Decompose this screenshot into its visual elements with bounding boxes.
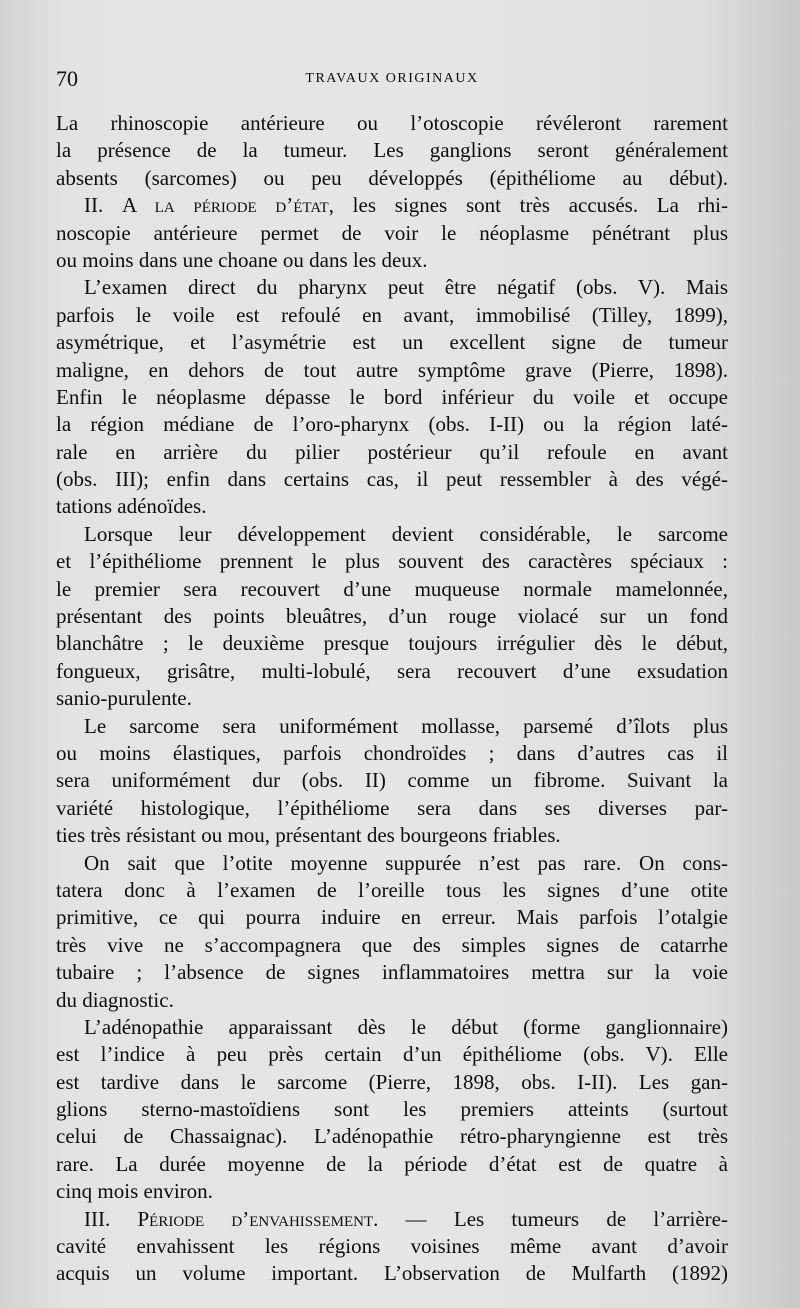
text-line: cavité envahissent les régions voisines même avant d’avoir — [56, 1234, 728, 1259]
text-line: rale en arrière du pilier postérieur qu’il refoule en avant — [56, 439, 728, 464]
text-line: sera uniformément dur (obs. II) comme un fibrome. Suivant la — [56, 768, 728, 793]
text-line: acquis un volume important. L’observation de Mulfarth (1892) — [56, 1261, 728, 1286]
text-line: absents (sarcomes) ou peu développés (épithéliome au début). — [56, 165, 728, 190]
text-line: blanchâtre ; le deuxième presque toujours irrégulier dès le début, — [56, 631, 728, 656]
text-line: Enfin le néoplasme dépasse le bord inférieur du voile et occupe — [56, 384, 728, 409]
text-line: est l’indice à peu près certain d’un épithéliome (obs. V). Elle — [56, 1042, 728, 1067]
text-line: très vive ne s’accompagnera que des simples signes de catarrhe — [56, 932, 728, 957]
text-line: celui de Chassaignac). L’adénopathie rétro-pharyngienne est très — [56, 1124, 728, 1149]
text-line: la région médiane de l’oro-pharynx (obs. I-II) ou la région laté- — [56, 412, 728, 437]
text-line: fongueux, grisâtre, multi-lobulé, sera recouvert d’une exsudation — [56, 658, 728, 683]
text-line: maligne, en dehors de tout autre symptôme grave (Pierre, 1898). — [56, 357, 728, 382]
text-line: le premier sera recouvert d’une muqueuse normale mamelonnée, — [56, 576, 728, 601]
text-line: primitive, ce qui pourra induire en erreur. Mais parfois l’otalgie — [56, 905, 728, 930]
text-line: glions sterno-mastoïdiens sont les premiers atteints (surtout — [56, 1097, 728, 1122]
text-line: Le sarcome sera uniformément mollasse, parsemé d’îlots plus — [84, 713, 728, 738]
text-line: du diagnostic. — [56, 987, 174, 1012]
text-line: ou moins dans une choane ou dans les deux. — [56, 247, 428, 272]
text-line: cinq mois environ. — [56, 1179, 213, 1204]
text-line: variété histologique, l’épithéliome sera dans ses diverses par- — [56, 795, 728, 820]
text-line: ou moins élastiques, parfois chondroïdes ; dans d’autres cas il — [56, 740, 728, 765]
text-line: noscopie antérieure permet de voir le néoplasme pénétrant plus — [56, 220, 728, 245]
running-header — [56, 66, 728, 94]
text-line: On sait que l’otite moyenne suppurée n’est pas rare. On cons- — [84, 850, 728, 875]
page-number: 70 — [56, 66, 78, 91]
text-line: (obs. III); enfin dans certains cas, il peut ressembler à des végé- — [56, 467, 728, 492]
text-line: asymétrique, et l’asymétrie est un excellent signe de tumeur — [56, 330, 728, 355]
body-text — [56, 110, 728, 1288]
text-line: tubaire ; l’absence de signes inflammatoires mettra sur la voie — [56, 960, 728, 985]
text-line: parfois le voile est refoulé en avant, immobilisé (Tilley, 1899), — [56, 302, 728, 327]
text-line: est tardive dans le sarcome (Pierre, 1898, obs. I-II). Les gan- — [56, 1069, 728, 1094]
text-line: et l’épithéliome prennent le plus souvent des caractères spéciaux : — [56, 549, 728, 574]
text-line: rare. La durée moyenne de la période d’état est de quatre à — [56, 1151, 728, 1176]
text-line: ties très résistant ou mou, présentant des bourgeons friables. — [56, 823, 561, 848]
running-title: TRAVAUX ORIGINAUX — [305, 71, 479, 86]
text-line: sanio-purulente. — [56, 686, 192, 711]
text-line: II. A la période d’état, les signes sont très accusés. La rhi- — [84, 193, 728, 218]
text-line: la présence de la tumeur. Les ganglions seront généralement — [56, 138, 728, 163]
text-line: La rhinoscopie antérieure ou l’otoscopie révéleront rarement — [56, 111, 728, 135]
text-line: tatera donc à l’examen de l’oreille tous les signes d’une otite — [56, 877, 728, 902]
text-line: présentant des points bleuâtres, d’un rouge violacé sur un fond — [56, 604, 728, 629]
text-line: Lorsque leur développement devient considérable, le sarcome — [84, 521, 728, 546]
text-line: tations adénoïdes. — [56, 494, 207, 519]
text-line: L’examen direct du pharynx peut être négatif (obs. V). Mais — [84, 275, 728, 300]
text-line: III. Période d’envahissement. — Les tumeurs de l’arrière- — [84, 1206, 728, 1231]
text-line: L’adénopathie apparaissant dès le début (forme ganglionnaire) — [84, 1014, 728, 1039]
